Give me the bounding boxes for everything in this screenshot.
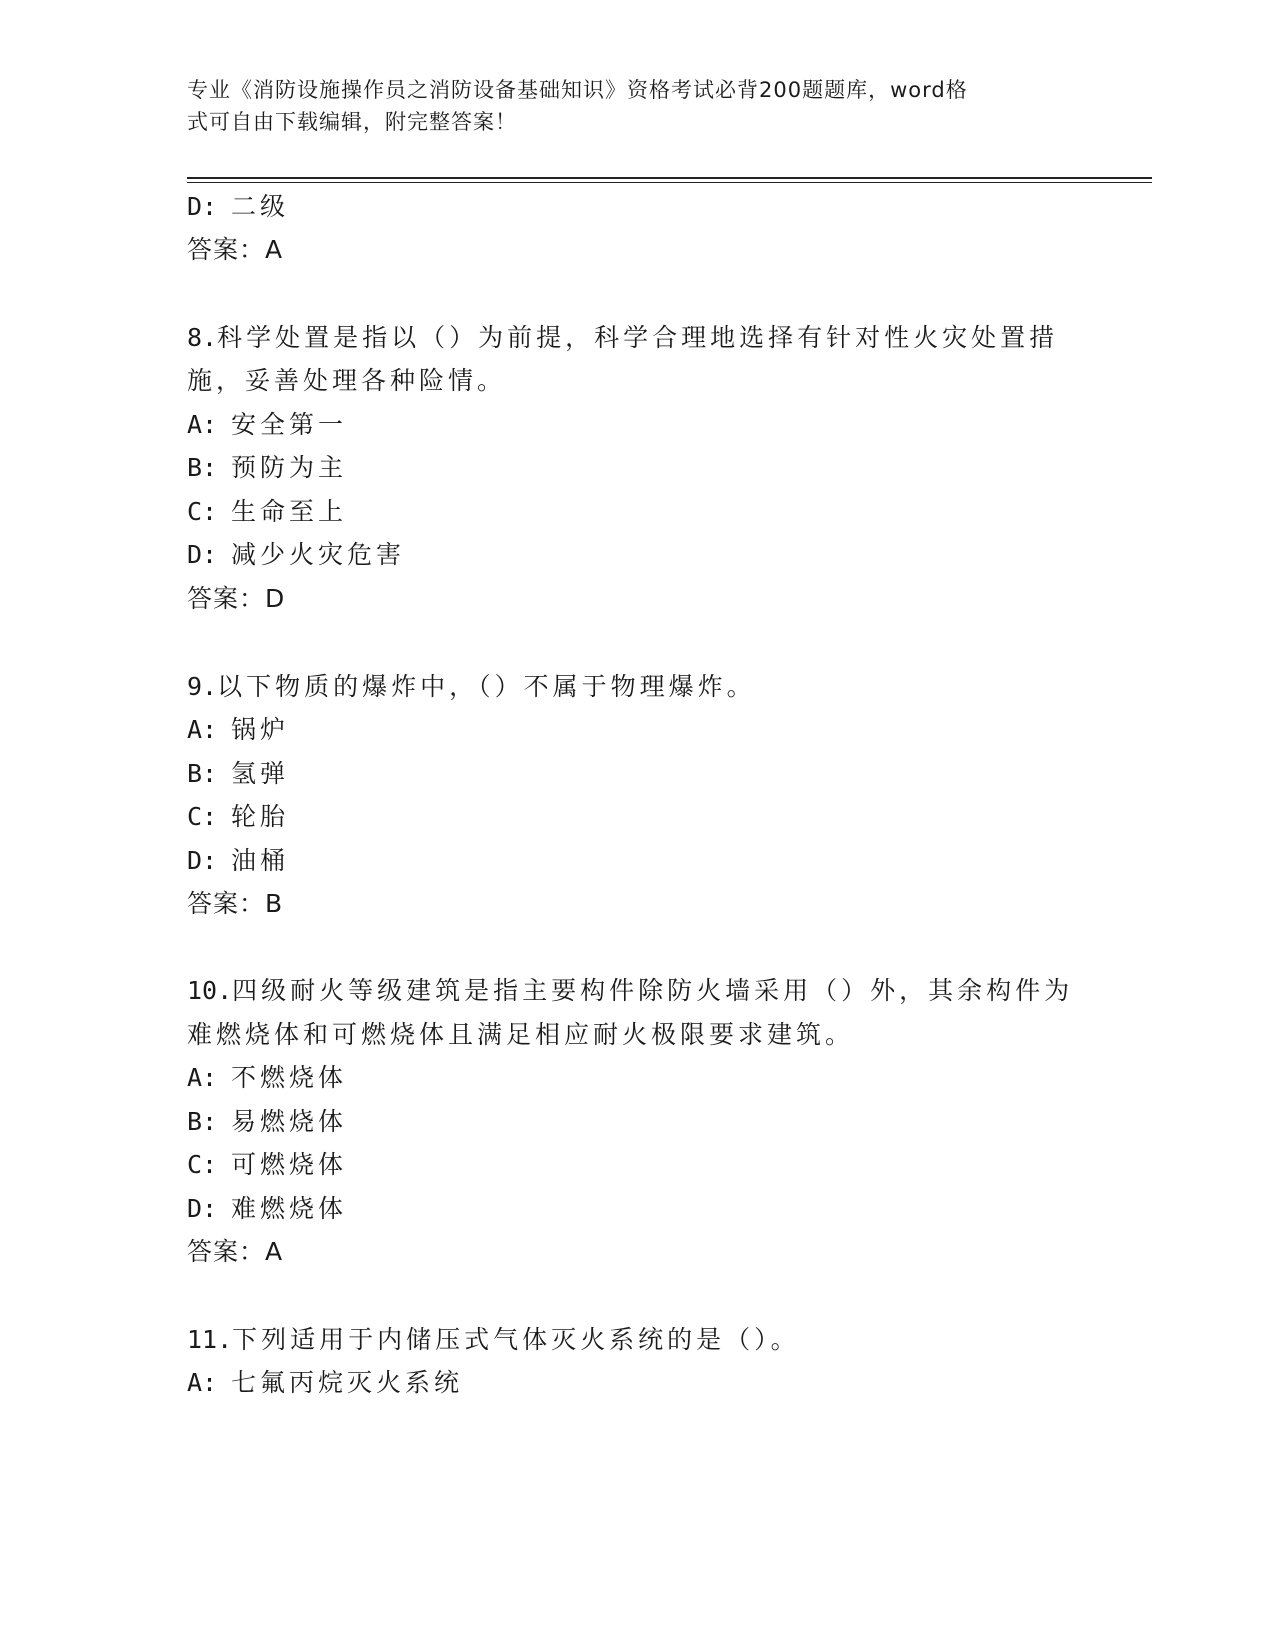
option-text: 易燃烧体 xyxy=(231,1107,348,1136)
question-8-answer: 答案：D xyxy=(187,584,286,613)
option-label: B: xyxy=(187,759,218,788)
question-10-option-c xyxy=(187,1148,347,1182)
question-8-stem-line-1 xyxy=(187,321,1058,355)
question-9-option-a xyxy=(187,713,289,747)
question-number: 10. xyxy=(187,976,233,1005)
question-number: 8. xyxy=(187,323,218,352)
option-label: A: xyxy=(187,715,218,744)
option-text: 氢弹 xyxy=(231,759,290,788)
option-label: C: xyxy=(187,497,218,526)
question-10-option-d xyxy=(187,1192,347,1226)
question-stem: 四级耐火等级建筑是指主要构件除防火墙采用（）外，其余构件为 xyxy=(232,976,1074,1005)
question-11-option-a xyxy=(187,1366,463,1400)
option-label: D: xyxy=(187,540,218,569)
question-8-option-a xyxy=(187,408,347,442)
question-stem: 以下物质的爆炸中，（）不属于物理爆炸。 xyxy=(217,672,756,701)
header-divider-thin xyxy=(187,182,1152,183)
header-divider-thick xyxy=(187,177,1152,179)
prev-option-d xyxy=(187,190,289,224)
option-text: 油桶 xyxy=(231,846,290,875)
question-11-stem-line-1 xyxy=(187,1323,800,1357)
question-9-option-c xyxy=(187,800,289,834)
prev-answer: 答案：A xyxy=(187,235,284,264)
question-10-answer: 答案：A xyxy=(187,1237,284,1266)
question-8-option-d xyxy=(187,538,405,572)
option-label: B: xyxy=(187,1107,218,1136)
question-10-stem-line-1 xyxy=(187,974,1073,1008)
option-label: B: xyxy=(187,453,218,482)
option-label: D: xyxy=(187,1194,218,1223)
option-text: 轮胎 xyxy=(231,802,290,831)
question-9-option-d xyxy=(187,844,289,878)
question-9-stem-line-1 xyxy=(187,670,756,704)
question-10-option-a xyxy=(187,1061,347,1095)
question-8-stem-line-2: 施，妥善处理各种险情。 xyxy=(187,366,507,395)
option-label: A: xyxy=(187,1063,218,1092)
question-10-option-b xyxy=(187,1105,347,1139)
question-10-stem-line-2: 难燃烧体和可燃烧体且满足相应耐火极限要求建筑。 xyxy=(187,1020,855,1049)
option-label: C: xyxy=(187,1150,218,1179)
option-text: 减少火灾危害 xyxy=(231,540,406,569)
question-number: 9. xyxy=(187,672,218,701)
question-8-option-c xyxy=(187,495,347,529)
option-text: 七氟丙烷灭火系统 xyxy=(231,1368,464,1397)
option-text: 不燃烧体 xyxy=(231,1063,348,1092)
option-label: D: xyxy=(187,192,218,221)
option-label: A: xyxy=(187,410,218,439)
header-line-2: 式可自由下载编辑，附完整答案！ xyxy=(187,110,517,134)
question-9-answer: 答案：B xyxy=(187,889,284,918)
question-8-option-b xyxy=(187,451,347,485)
header-line-1: 专业《消防设施操作员之消防设备基础知识》资格考试必背200题题库，word格 xyxy=(187,78,968,102)
option-text: 锅炉 xyxy=(231,715,290,744)
question-stem: 下列适用于内储压式气体灭火系统的是（）。 xyxy=(232,1325,800,1354)
option-text: 可燃烧体 xyxy=(231,1150,348,1179)
option-text: 预防为主 xyxy=(231,453,348,482)
option-text: 二级 xyxy=(231,192,290,221)
option-label: D: xyxy=(187,846,218,875)
option-text: 生命至上 xyxy=(231,497,348,526)
option-text: 难燃烧体 xyxy=(231,1194,348,1223)
question-9-option-b xyxy=(187,757,289,791)
option-label: A: xyxy=(187,1368,218,1397)
option-text: 安全第一 xyxy=(231,410,348,439)
question-stem: 科学处置是指以（）为前提，科学合理地选择有针对性火灾处置措 xyxy=(217,323,1059,352)
document-header xyxy=(187,74,1067,138)
option-label: C: xyxy=(187,802,218,831)
question-number: 11. xyxy=(187,1325,233,1354)
